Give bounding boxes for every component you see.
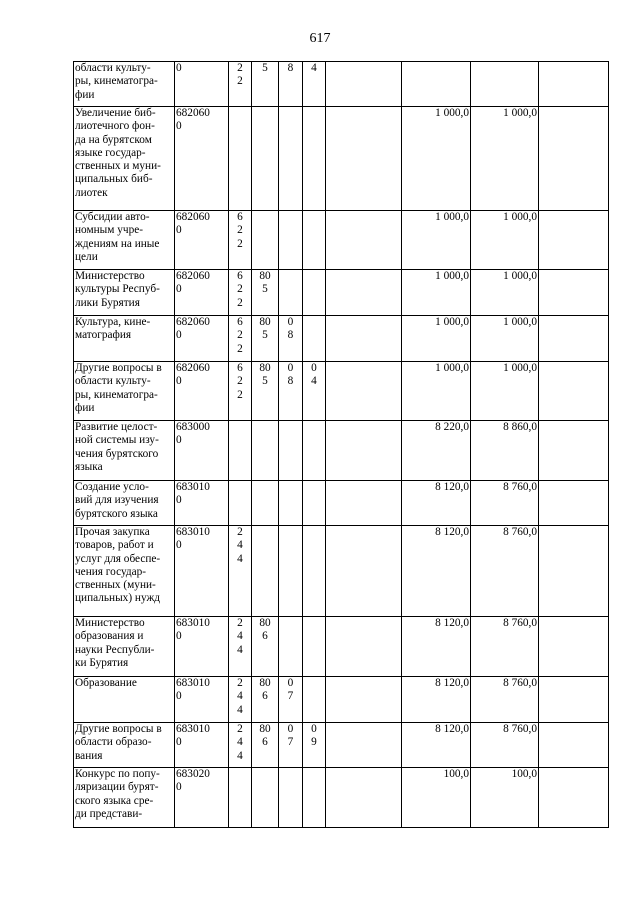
cell-c4 — [539, 316, 609, 362]
table-row — [74, 421, 609, 481]
cell-grbs: 5 — [252, 62, 279, 107]
cell-c3: 100,0 — [471, 768, 539, 828]
cell-c2: 8 120,0 — [402, 677, 471, 723]
cell-c1 — [326, 421, 402, 481]
cell-vr: 2 4 4 — [229, 677, 252, 723]
cell-grbs: 80 5 — [252, 362, 279, 421]
cell-pr — [303, 211, 326, 270]
page-number: 617 — [309, 31, 331, 46]
cell-c2: 8 120,0 — [402, 526, 471, 617]
table-row — [74, 362, 609, 421]
cell-name: Прочая закупка товаров, работ и услуг для обеспе- чения государ- ственных (муни- ципальных) нужд — [74, 526, 175, 617]
cell-csr: 682060 0 — [175, 107, 229, 211]
cell-csr: 683010 0 — [175, 723, 229, 768]
table-row — [74, 617, 609, 677]
cell-rz: 8 — [279, 62, 303, 107]
cell-c2: 1 000,0 — [402, 270, 471, 316]
cell-csr: 683020 0 — [175, 768, 229, 828]
cell-c2: 1 000,0 — [402, 211, 471, 270]
cell-c1 — [326, 62, 402, 107]
table-row — [74, 107, 609, 211]
cell-vr — [229, 768, 252, 828]
cell-c1 — [326, 211, 402, 270]
cell-name: Образование — [74, 677, 175, 723]
cell-vr — [229, 421, 252, 481]
cell-c3: 8 760,0 — [471, 677, 539, 723]
cell-c3: 1 000,0 — [471, 362, 539, 421]
table-row — [74, 677, 609, 723]
cell-grbs: 80 6 — [252, 677, 279, 723]
cell-c4 — [539, 270, 609, 316]
cell-name: Культура, кине- матография — [74, 316, 175, 362]
cell-rz — [279, 526, 303, 617]
cell-c1 — [326, 270, 402, 316]
cell-c3: 1 000,0 — [471, 211, 539, 270]
cell-csr: 682060 0 — [175, 316, 229, 362]
table-row — [74, 62, 609, 107]
cell-vr: 6 2 2 — [229, 362, 252, 421]
cell-vr: 2 4 4 — [229, 723, 252, 768]
cell-pr: 0 4 — [303, 362, 326, 421]
cell-rz: 0 8 — [279, 362, 303, 421]
cell-name: Другие вопросы в области образо- вания — [74, 723, 175, 768]
cell-pr — [303, 481, 326, 526]
cell-c1 — [326, 617, 402, 677]
cell-csr: 682060 0 — [175, 211, 229, 270]
cell-csr: 682060 0 — [175, 270, 229, 316]
cell-c3: 8 760,0 — [471, 617, 539, 677]
cell-name: Субсидии авто- номным учре- ждениям на иные цели — [74, 211, 175, 270]
table-row — [74, 270, 609, 316]
cell-rz: 0 8 — [279, 316, 303, 362]
cell-vr — [229, 107, 252, 211]
cell-csr: 682060 0 — [175, 362, 229, 421]
cell-c1 — [326, 316, 402, 362]
cell-pr — [303, 316, 326, 362]
cell-c3: 1 000,0 — [471, 107, 539, 211]
cell-name: Развитие целост- ной системы изу- чения бурятского языка — [74, 421, 175, 481]
cell-c3: 1 000,0 — [471, 316, 539, 362]
cell-csr: 683010 0 — [175, 481, 229, 526]
cell-csr: 683010 0 — [175, 617, 229, 677]
cell-c3: 8 760,0 — [471, 526, 539, 617]
cell-rz — [279, 617, 303, 677]
cell-pr — [303, 107, 326, 211]
cell-name: Другие вопросы в области культу- ры, кинематогра- фии — [74, 362, 175, 421]
cell-c3: 8 860,0 — [471, 421, 539, 481]
cell-pr: 0 9 — [303, 723, 326, 768]
cell-c2: 100,0 — [402, 768, 471, 828]
cell-c4 — [539, 107, 609, 211]
cell-vr — [229, 481, 252, 526]
cell-c2: 1 000,0 — [402, 316, 471, 362]
cell-name: Создание усло- вий для изучения бурятского языка — [74, 481, 175, 526]
cell-grbs: 80 6 — [252, 617, 279, 677]
table-row — [74, 768, 609, 828]
cell-grbs — [252, 768, 279, 828]
cell-grbs — [252, 421, 279, 481]
cell-rz: 0 7 — [279, 677, 303, 723]
cell-vr: 2 4 4 — [229, 617, 252, 677]
cell-pr — [303, 617, 326, 677]
budget-table — [73, 61, 609, 828]
cell-csr: 683010 0 — [175, 677, 229, 723]
cell-rz — [279, 481, 303, 526]
cell-c1 — [326, 723, 402, 768]
cell-c3: 1 000,0 — [471, 270, 539, 316]
cell-c3: 8 760,0 — [471, 723, 539, 768]
cell-pr — [303, 270, 326, 316]
cell-rz — [279, 768, 303, 828]
cell-grbs: 80 5 — [252, 316, 279, 362]
table-row — [74, 316, 609, 362]
cell-name: Увеличение биб- лиотечного фон- да на бурятском языке государ- ственных и муни- ципальных биб- лиотек — [74, 107, 175, 211]
cell-c4 — [539, 211, 609, 270]
cell-vr: 6 2 2 — [229, 316, 252, 362]
cell-c2: 1 000,0 — [402, 362, 471, 421]
cell-c3: 8 760,0 — [471, 481, 539, 526]
cell-c2: 8 120,0 — [402, 723, 471, 768]
cell-c1 — [326, 768, 402, 828]
cell-vr: 6 2 2 — [229, 270, 252, 316]
cell-csr: 683010 0 — [175, 526, 229, 617]
cell-c1 — [326, 107, 402, 211]
table-row — [74, 526, 609, 617]
cell-grbs — [252, 526, 279, 617]
table-row — [74, 723, 609, 768]
cell-c1 — [326, 481, 402, 526]
cell-name: Конкурс по попу- ляризации бурят- ского языка сре- ди представи- — [74, 768, 175, 828]
cell-grbs: 80 5 — [252, 270, 279, 316]
cell-c4 — [539, 723, 609, 768]
cell-rz — [279, 270, 303, 316]
cell-rz — [279, 107, 303, 211]
cell-c2: 8 220,0 — [402, 421, 471, 481]
cell-c4 — [539, 526, 609, 617]
cell-grbs — [252, 211, 279, 270]
cell-rz — [279, 421, 303, 481]
cell-c4 — [539, 677, 609, 723]
cell-name: области культу- ры, кинематогра- фии — [74, 62, 175, 107]
cell-c4 — [539, 362, 609, 421]
cell-grbs — [252, 107, 279, 211]
cell-vr: 2 4 4 — [229, 526, 252, 617]
table-row — [74, 211, 609, 270]
cell-c1 — [326, 526, 402, 617]
cell-c4 — [539, 768, 609, 828]
cell-pr: 4 — [303, 62, 326, 107]
cell-c1 — [326, 362, 402, 421]
cell-c2: 8 120,0 — [402, 617, 471, 677]
cell-csr: 683000 0 — [175, 421, 229, 481]
cell-pr — [303, 677, 326, 723]
cell-csr: 0 — [175, 62, 229, 107]
cell-name: Министерство образования и науки Республи- ки Бурятия — [74, 617, 175, 677]
cell-c2: 8 120,0 — [402, 481, 471, 526]
cell-c3 — [471, 62, 539, 107]
cell-c4 — [539, 62, 609, 107]
cell-c2 — [402, 62, 471, 107]
cell-pr — [303, 421, 326, 481]
table-row — [74, 481, 609, 526]
cell-grbs: 80 6 — [252, 723, 279, 768]
cell-pr — [303, 768, 326, 828]
cell-c2: 1 000,0 — [402, 107, 471, 211]
cell-grbs — [252, 481, 279, 526]
cell-c4 — [539, 481, 609, 526]
table-body — [74, 62, 609, 828]
cell-c1 — [326, 677, 402, 723]
cell-rz — [279, 211, 303, 270]
cell-c4 — [539, 421, 609, 481]
cell-vr: 6 2 2 — [229, 211, 252, 270]
cell-vr: 2 2 — [229, 62, 252, 107]
cell-name: Министерство культуры Респуб- лики Бурятия — [74, 270, 175, 316]
cell-rz: 0 7 — [279, 723, 303, 768]
cell-c4 — [539, 617, 609, 677]
cell-pr — [303, 526, 326, 617]
